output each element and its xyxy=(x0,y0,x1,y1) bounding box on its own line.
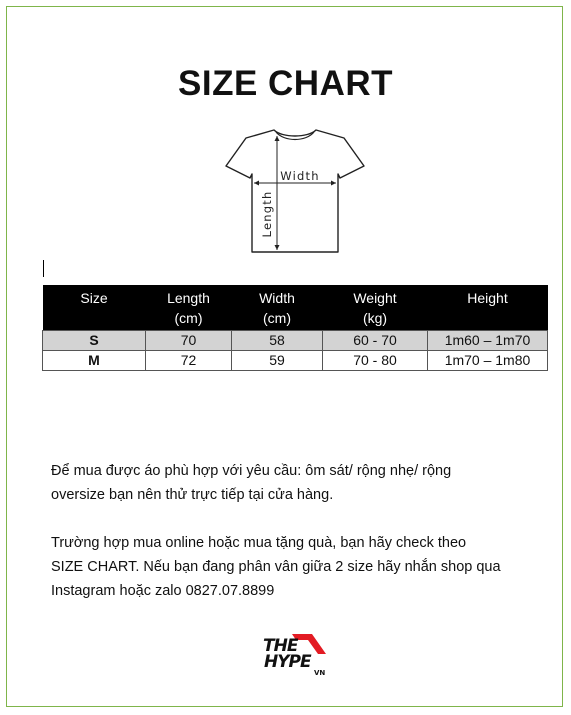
header-length-label: Length xyxy=(167,290,210,306)
logo-text-the: THE xyxy=(263,636,298,656)
tshirt-diagram xyxy=(222,124,368,256)
logo-text-hype: HYPE xyxy=(264,652,311,672)
header-height xyxy=(428,285,548,331)
cell-size: S xyxy=(43,331,146,351)
header-weight xyxy=(323,285,428,331)
header-width-label: Width xyxy=(259,290,295,306)
note-line: SIZE CHART. Nếu bạn đang phân vân giữa 2 size hãy nhắn shop qua xyxy=(51,559,501,575)
cell-weight: 70 - 80 xyxy=(323,351,428,371)
size-table xyxy=(42,285,548,371)
page-title: SIZE CHART xyxy=(178,64,393,103)
header-size xyxy=(43,285,146,331)
text-cursor xyxy=(43,260,44,277)
cell-length: 72 xyxy=(146,351,232,371)
cell-height: 1m70 – 1m80 xyxy=(428,351,548,371)
note-paragraph-online xyxy=(51,531,521,603)
header-width-unit: (cm) xyxy=(263,310,291,326)
header-size-label: Size xyxy=(80,290,108,306)
cell-width: 59 xyxy=(232,351,323,371)
width-label: Width xyxy=(280,169,320,183)
length-label: Length xyxy=(260,190,274,238)
header-height-label: Height xyxy=(467,290,508,306)
table-header-row xyxy=(43,285,548,331)
header-weight-label: Weight xyxy=(353,290,397,306)
cell-height: 1m60 – 1m70 xyxy=(428,331,548,351)
header-weight-unit: (kg) xyxy=(362,310,388,326)
table-row xyxy=(43,351,548,371)
header-width xyxy=(232,285,323,331)
note-line: Instagram hoặc zalo 0827.07.8899 xyxy=(51,583,275,599)
cell-weight: 60 - 70 xyxy=(323,331,428,351)
note-line: Trường hợp mua online hoặc mua tặng quà, bạn hãy check theo xyxy=(51,535,467,551)
note-paragraph-fitting xyxy=(51,459,521,507)
cell-width: 58 xyxy=(232,331,323,351)
table-row xyxy=(43,331,548,351)
header-length-unit: (cm) xyxy=(174,310,203,326)
note-line: oversize bạn nên thử trực tiếp tại cửa hàng. xyxy=(51,487,334,503)
logo-text-vn: VN xyxy=(314,669,326,676)
cell-length: 70 xyxy=(146,331,232,351)
the-hype-logo xyxy=(262,634,328,676)
cell-size: M xyxy=(43,351,146,371)
tshirt-outline xyxy=(226,130,364,252)
note-line: Để mua được áo phù hợp với yêu cầu: ôm sát/ rộng nhẹ/ rộng xyxy=(51,463,452,479)
header-length xyxy=(146,285,232,331)
